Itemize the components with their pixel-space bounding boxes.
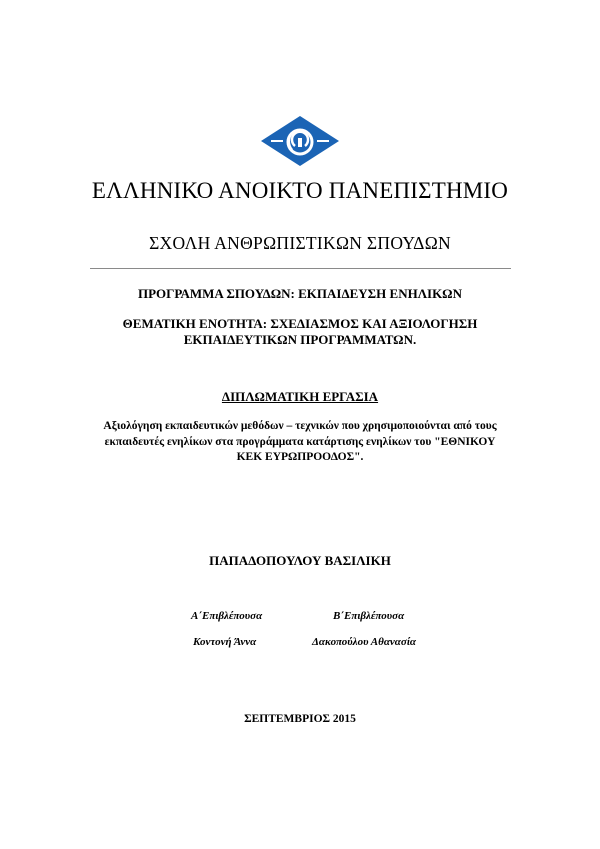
school-name: ΣΧΟΛΗ ΑΝΘΡΩΠΙΣΤΙΚΩΝ ΣΠΟΥΔΩΝ bbox=[149, 233, 451, 253]
subject-line: εκπαιδευτές ενηλίκων στα προγράμματα κατάρτισης ενηλίκων του "ΕΘΝΙΚΟΥ bbox=[104, 435, 496, 448]
document-type: ΔΙΠΛΩΜΑΤΙΚΗ ΕΡΓΑΣΙΑ bbox=[221, 389, 379, 404]
subject-line: Αξιολόγηση εκπαιδευτικών μεθόδων – τεχνικών που χρησιμοποιούνται από τους bbox=[103, 420, 497, 432]
author-name: ΠΑΠΑΔΟΠΟΥΛΟΥ ΒΑΣΙΛΙΚΗ bbox=[209, 553, 391, 568]
submission-date: ΣΕΠΤΕΜΒΡΙΟΣ 2015 bbox=[244, 713, 356, 725]
divider bbox=[90, 268, 511, 269]
second-supervisor-name: Δακοπούλου Αθανασία bbox=[312, 636, 416, 648]
thematic-unit-line: ΕΚΠΑΙΔΕΥΤΙΚΩΝ ΠΡΟΓΡΑΜΜΑΤΩΝ. bbox=[183, 332, 417, 347]
first-supervisor-name: Κοντονή Άννα bbox=[193, 636, 257, 648]
program-title: ΠΡΟΓΡΑΜΜΑ ΣΠΟΥΔΩΝ: ΕΚΠΑΙΔΕΥΣΗ ΕΝΗΛΙΚΩΝ bbox=[138, 286, 462, 301]
first-supervisor-role: Α΄Επιβλέπουσα bbox=[191, 610, 263, 622]
thematic-unit-line: ΘΕΜΑΤΙΚΗ ΕΝΟΤΗΤΑ: ΣΧΕΔΙΑΣΜΟΣ ΚΑΙ ΑΞΙΟΛΟΓΗΣΗ bbox=[122, 316, 478, 331]
subject-line: ΚΕΚ ΕΥΡΩΠΡΟΟΔΟΣ". bbox=[236, 451, 364, 463]
university-emblem-icon bbox=[261, 116, 339, 166]
university-name: ΕΛΛΗΝΙΚΟ ΑΝΟΙΚΤΟ ΠΑΝΕΠΙΣΤΗΜΙΟ bbox=[91, 178, 509, 203]
second-supervisor-role: Β΄Επιβλέπουσα bbox=[333, 610, 405, 622]
thematic-unit bbox=[80, 316, 520, 348]
thesis-subject bbox=[80, 419, 520, 466]
